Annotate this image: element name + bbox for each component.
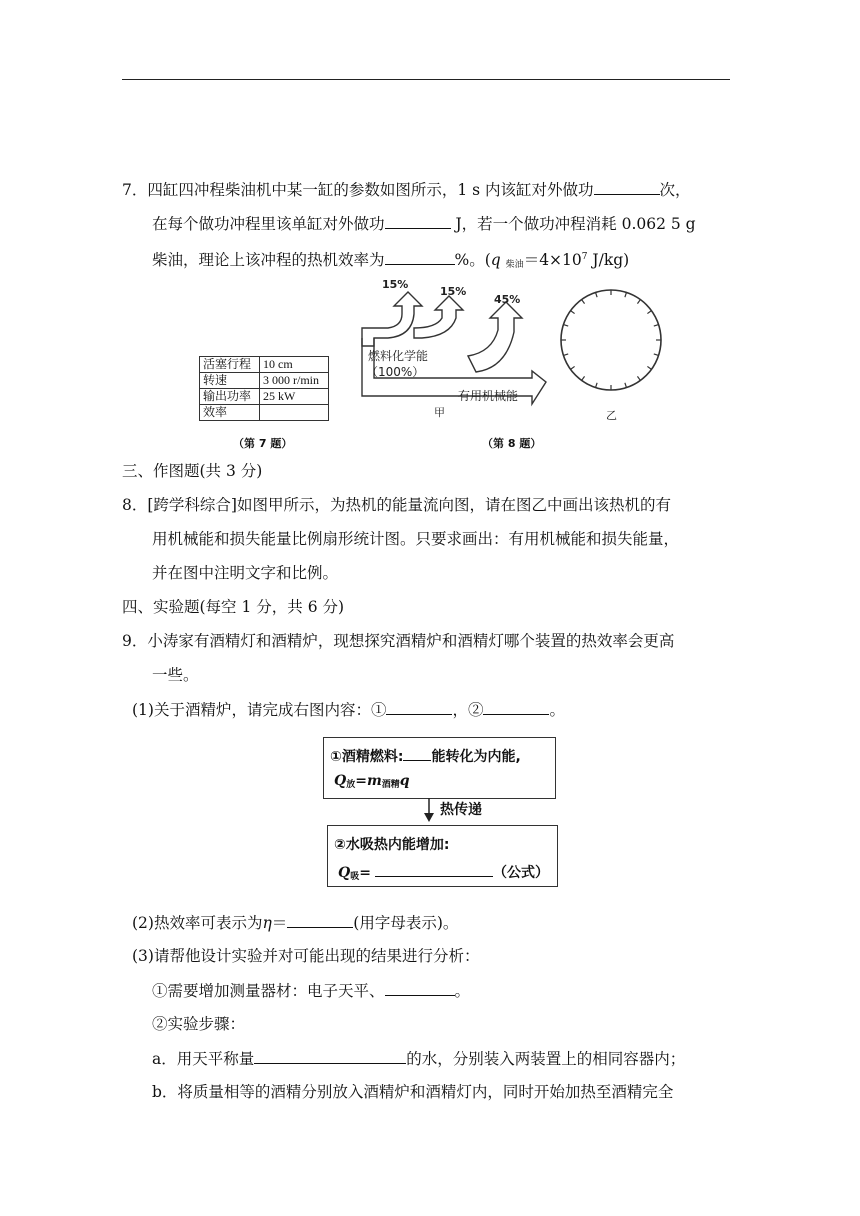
formula-sub: 酒精 [381,780,400,790]
q8-line1: 8．[跨学科综合]如图甲所示，为热机的能量流向图，请在图乙中画出该热机的有 [122,496,671,514]
box-text: ①酒精燃料: [330,749,404,765]
q7-text: 7．四缸四冲程柴油机中某一缸的参数如图所示，1 s 内该缸对外做功 [122,181,594,199]
q7-text: J，若一个做功冲程消耗 0.062 5 g [455,215,696,233]
formula-q: Q [338,865,351,881]
q9-text: ，② [452,701,484,719]
table-cell: 10 cm [260,357,329,373]
table-cell[interactable] [260,405,329,421]
answer-blank[interactable] [385,249,455,265]
q9-part1 [132,699,565,720]
formula-eq: = [355,773,367,789]
section-heading-4: 四、实验题(每空 1 分，共 6 分) [122,598,345,616]
q7-text: ＝4×10 [523,251,582,270]
q7-line1 [122,179,691,200]
q8-line3: 并在图中注明文字和比例。 [152,564,339,582]
q7-text: 柴油，理论上该冲程的热机效率为 [152,251,385,270]
answer-blank[interactable] [287,912,353,928]
formula-q: Q [334,773,347,789]
q7-text: %。( [454,251,491,270]
box1-line1 [330,746,521,766]
table-cell: 效率 [200,405,260,421]
absorption-box [327,825,558,887]
table-row [200,357,329,373]
loss-label-2: 15% [440,285,467,298]
q9-line1: 9．小涛家有酒精灯和酒精炉，现想探究酒精炉和酒精灯哪个装置的热效率会更高 [122,632,675,650]
blank-pie-chart[interactable] [556,284,668,424]
engine-parameter-table [199,356,329,421]
q8-line2: 用机械能和损失能量比例扇形统计图。只要求画出：有用机械能和损失能量， [152,530,680,548]
q9-step-a [152,1048,685,1069]
q7-text: J/kg) [587,251,630,270]
answer-blank[interactable] [483,699,549,715]
table-cell: 输出功率 [200,389,260,405]
table-cell: 25 kW [260,389,329,405]
eta-symbol: η [262,914,272,932]
formula-sub: 吸 [350,872,360,882]
q9-text: 的水，分别装入两装置上的相同容器内； [406,1050,686,1068]
table-cell: 活塞行程 [200,357,260,373]
figure-yi-label: 乙 [606,409,617,422]
q9-text: ①需要增加测量器材：电子天平、 [152,982,385,1000]
box1-formula [334,773,410,790]
formula-hint: （公式） [492,865,549,881]
answer-blank[interactable] [254,1048,406,1064]
formula-sub: 放 [346,780,356,790]
q9-text: (1)关于酒精炉，请完成右图内容：① [132,701,387,719]
q7-text: 在每个做功冲程里该单缸对外做功 [152,215,385,233]
q7-line2 [152,213,696,234]
q9-text: (用字母表示)。 [353,914,459,932]
formula-q: q [399,773,410,789]
formula-m: m [366,773,382,789]
energy-flow-diagram [350,276,560,421]
q9-text: 。 [549,701,565,719]
source-percent: （100%） [366,365,425,379]
figure-jia-label: 甲 [434,406,445,419]
q9-part2 [132,912,458,933]
combustion-box [323,737,556,799]
source-label: 燃料化学能 [368,349,429,363]
table-cell: 转速 [200,373,260,389]
table-row [200,373,329,389]
answer-blank[interactable] [386,699,452,715]
formula-eq: = [359,865,371,881]
heat-transfer-label: 热传递 [440,802,482,818]
q-symbol: q [490,251,501,270]
loss-arrow-2 [414,296,463,338]
q9-line2: 一些。 [152,666,199,684]
answer-blank[interactable] [385,980,455,996]
q9-text: ＝ [271,914,288,932]
header-rule [122,79,730,80]
useful-label: 有用机械能 [458,389,519,403]
box-blank[interactable] [403,747,431,761]
answer-blank[interactable] [385,213,451,229]
section-heading-3: 三、作图题(共 3 分) [122,462,263,480]
table-row [200,389,329,405]
q9-part3-1 [152,980,470,1001]
exponent: 7 [581,252,588,262]
box2-line1: ②水吸热内能增加: [334,837,450,853]
fig8-caption: （第 8 题） [482,437,542,450]
table-cell: 3 000 r/min [260,373,329,389]
q9-part3: (3)请帮他设计实验并对可能出现的结果进行分析： [132,947,480,965]
fig7-caption: （第 7 题） [233,437,293,450]
q7-line3 [152,247,629,275]
q-subscript: 柴油 [505,260,524,271]
loss-arrow-3 [468,302,522,372]
q9-text: a．用天平称量 [152,1050,255,1068]
pie-circle [561,290,661,390]
loss-label-3: 45% [494,293,521,306]
box-text: 能转化为内能, [431,749,521,765]
loss-label-1: 15% [382,278,409,291]
q9-part3-2: ②实验步骤： [152,1015,246,1033]
box2-formula [338,862,549,882]
down-arrow-icon [422,798,436,824]
q7-text: 次， [659,181,691,199]
table-row [200,405,329,421]
q9-step-b: b．将质量相等的酒精分别放入酒精炉和酒精灯内，同时开始加热至酒精完全 [152,1083,674,1101]
q9-text: 。 [454,982,471,1000]
box-blank[interactable] [375,863,493,877]
answer-blank[interactable] [594,179,660,195]
loss-arrow-1 [362,292,422,346]
q9-text: (2)热效率可表示为 [132,914,263,932]
